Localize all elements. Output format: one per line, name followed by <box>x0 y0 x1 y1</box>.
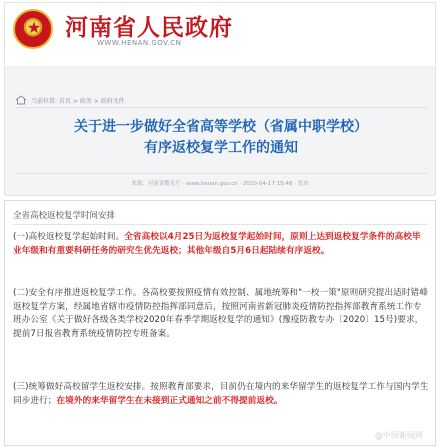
paragraph-start-time-highlight: 全省高校以4月25日为返校复学起始时间，原则上达到返校复学条件的高校毕业年级和有重要科研任务的研究生优先返校；其他年级自5月6日起陆续有序返校。 <box>13 232 421 256</box>
article-title-line-2: 有序返校复学工作的通知 <box>144 140 298 156</box>
document-heading: 全省高校返校复学时间安排 <box>13 211 116 221</box>
article-title-line-1: 关于进一步做好全省高等学校（省属中职学校） <box>74 119 368 135</box>
breadcrumb[interactable]: 当前位置: 首页 > 政务 > 政府文件 <box>31 98 125 105</box>
star-icon: ★ <box>26 18 42 37</box>
article-meta: 来源：河南省教育厅 · www.henan.gov.cn · 2020-04-17 15:48 · 发布 <box>131 181 309 187</box>
paragraph-start-time <box>13 231 429 258</box>
paragraph-orderly-return: (二)安全有序推进返校复学工作。各高校要按照疫情有效控制、属地统筹和"一校一策"原则研究提出适时错峰返校复学方案，经属地省辖市疫情防控指挥部同意后，按照河南省新冠肺炎疫情防控指挥部教育系统工作专班办公室《关于做好各级各类学校2020年春季学期返校复学的通知》(豫疫防教专办〔2020〕15号)要求，提前7日报省教育系统疫情防控专班备案。 <box>13 288 428 339</box>
home-icon[interactable] <box>15 95 27 105</box>
paragraph-start-time-lead: (一)高校返校复学起始时间。 <box>13 232 125 242</box>
site-domain: WWW.HENAN.GOV.CN <box>97 39 182 47</box>
national-emblem-icon <box>13 9 53 49</box>
document-text-panel <box>4 200 436 446</box>
paragraph-foreign-students-text: (三)统筹做好高校留学生返校安排。按照教育部要求，目前仍在境内的来华留学生的返校复学工作与国内学生同步进行； <box>13 382 429 406</box>
article-title <box>25 117 417 159</box>
meta-divider <box>15 173 427 174</box>
paragraph-foreign-students-highlight: 在境外的来华留学生在未接到正式通知之前不得提前返校。 <box>56 395 283 406</box>
website-screenshot-panel <box>4 2 436 196</box>
document-divider <box>13 224 427 225</box>
watermark: @中国新闻网 <box>375 431 423 440</box>
site-header <box>5 3 435 67</box>
paragraph-foreign-students <box>13 381 429 408</box>
site-title[interactable]: 河南省人民政府 <box>65 14 233 41</box>
breadcrumb-divider <box>15 107 427 108</box>
